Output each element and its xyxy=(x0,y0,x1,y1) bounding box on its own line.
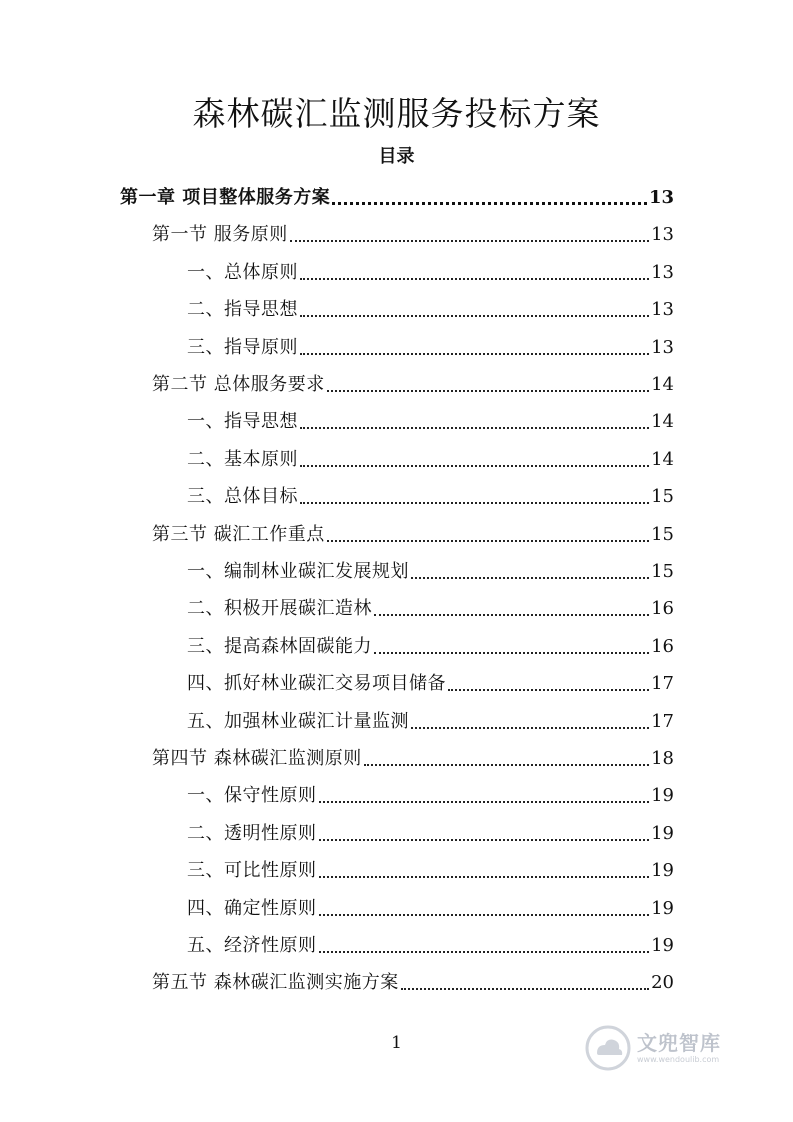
toc-entry-page: 13 xyxy=(651,224,674,246)
toc-entry-page: 16 xyxy=(651,598,674,620)
toc-leader-dots xyxy=(374,652,649,654)
toc-entry-page: 20 xyxy=(651,972,674,994)
toc-entry-label: 五、经济性原则 xyxy=(187,935,317,956)
toc-entry-page: 16 xyxy=(651,635,674,657)
toc-entry-page: 18 xyxy=(651,748,674,769)
toc-entry-label: 三、可比性原则 xyxy=(187,860,317,882)
toc-entry-page: 13 xyxy=(648,187,674,208)
watermark-url: www.wendoulib.com xyxy=(637,1055,720,1064)
toc-entry-page: 14 xyxy=(651,411,674,433)
toc-entry[interactable] xyxy=(187,591,674,621)
toc-entry-page: 15 xyxy=(651,486,674,508)
watermark-name: 文兜智库 xyxy=(637,1031,721,1055)
toc-leader-dots xyxy=(411,577,649,579)
toc-heading: 目录 xyxy=(378,146,415,167)
toc-entry[interactable] xyxy=(187,778,674,808)
toc-entry-label: 四、确定性原则 xyxy=(187,897,317,919)
toc-entry[interactable] xyxy=(152,517,674,547)
toc-entry-label: 第四节 森林碳汇监测原则 xyxy=(152,748,362,769)
toc-entry-label: 一、保守性原则 xyxy=(187,785,317,807)
toc-leader-dots xyxy=(327,540,649,542)
toc-entry-page: 14 xyxy=(651,374,674,395)
toc-entry-page: 13 xyxy=(651,336,674,358)
toc-leader-dots xyxy=(319,914,650,916)
toc-leader-dots xyxy=(290,240,649,242)
toc-entry-page: 15 xyxy=(651,523,674,545)
toc-leader-dots xyxy=(374,614,649,616)
toc-entry[interactable] xyxy=(187,479,674,509)
toc-entry-page: 19 xyxy=(651,860,674,882)
toc-leader-dots xyxy=(319,839,650,841)
toc-entry-label: 二、透明性原则 xyxy=(187,822,317,844)
toc-leader-dots xyxy=(300,353,649,355)
watermark xyxy=(585,1018,755,1078)
toc-entry-page: 17 xyxy=(651,673,674,695)
toc-entry-label: 第五节 森林碳汇监测实施方案 xyxy=(152,972,399,994)
toc-entry-label: 第一章 项目整体服务方案 xyxy=(120,187,331,208)
toc-entry-label: 二、基本原则 xyxy=(187,448,298,470)
toc-leader-dots xyxy=(300,315,649,317)
toc-leader-dots xyxy=(448,689,649,691)
toc-entry-page: 15 xyxy=(651,561,674,582)
cloud-logo-icon xyxy=(585,1025,631,1071)
toc-entry-label: 三、总体目标 xyxy=(187,486,298,508)
toc-entry[interactable] xyxy=(187,404,674,434)
toc-leader-dots xyxy=(319,951,650,953)
toc-leader-dots xyxy=(300,278,649,280)
toc-entry[interactable] xyxy=(187,666,674,696)
toc-entry[interactable] xyxy=(152,217,674,247)
toc-entry[interactable] xyxy=(187,928,674,958)
toc-entry-page: 19 xyxy=(651,897,674,919)
toc-leader-dots xyxy=(319,801,650,803)
toc-leader-dots xyxy=(411,727,649,729)
toc-entry-page: 14 xyxy=(651,448,674,470)
toc-entry-label: 五、加强林业碳汇计量监测 xyxy=(187,710,409,732)
toc-entry[interactable] xyxy=(120,180,674,210)
toc-entry-label: 第二节 总体服务要求 xyxy=(152,374,325,395)
toc-entry-label: 三、指导原则 xyxy=(187,336,298,358)
toc-entry-label: 一、总体原则 xyxy=(187,261,298,283)
toc-entry[interactable] xyxy=(187,554,674,584)
toc-entry-label: 二、积极开展碳汇造林 xyxy=(187,598,372,620)
toc-entry-page: 17 xyxy=(651,710,674,732)
toc-entry-label: 第一节 服务原则 xyxy=(152,224,288,246)
toc-entry-label: 第三节 碳汇工作重点 xyxy=(152,523,325,545)
toc-entry[interactable] xyxy=(187,816,674,846)
toc-entry-page: 19 xyxy=(651,935,674,956)
page-number: 1 xyxy=(391,1033,402,1053)
toc-entry-page: 13 xyxy=(651,261,674,283)
toc-entry[interactable] xyxy=(187,292,674,322)
toc-leader-dots xyxy=(332,202,647,205)
toc-entry[interactable] xyxy=(152,741,674,771)
toc-entry[interactable] xyxy=(187,629,674,659)
toc-leader-dots xyxy=(364,764,649,766)
toc-entry[interactable] xyxy=(187,891,674,921)
toc-entry-label: 一、编制林业碳汇发展规划 xyxy=(187,561,409,582)
toc-leader-dots xyxy=(401,988,649,990)
toc-entry-page: 19 xyxy=(651,822,674,844)
toc-entry[interactable] xyxy=(187,442,674,472)
document-title: 森林碳汇监测服务投标方案 xyxy=(192,94,601,133)
toc-entry[interactable] xyxy=(187,853,674,883)
toc-leader-dots xyxy=(300,502,649,504)
toc-entry[interactable] xyxy=(152,965,674,995)
toc-leader-dots xyxy=(300,465,649,467)
toc-entry[interactable] xyxy=(152,367,674,397)
toc-leader-dots xyxy=(300,427,649,429)
toc-entry[interactable] xyxy=(187,704,674,734)
toc-entry[interactable] xyxy=(187,255,674,285)
toc-leader-dots xyxy=(327,390,649,392)
toc-entry[interactable] xyxy=(187,330,674,360)
toc-entry-label: 三、提高森林固碳能力 xyxy=(187,635,372,657)
toc-entry-page: 19 xyxy=(651,785,674,807)
toc-entry-label: 四、抓好林业碳汇交易项目储备 xyxy=(187,673,446,695)
toc-leader-dots xyxy=(319,876,650,878)
toc-entry-page: 13 xyxy=(651,299,674,321)
toc-entry-label: 一、指导思想 xyxy=(187,411,298,433)
toc-entry-label: 二、指导思想 xyxy=(187,299,298,321)
